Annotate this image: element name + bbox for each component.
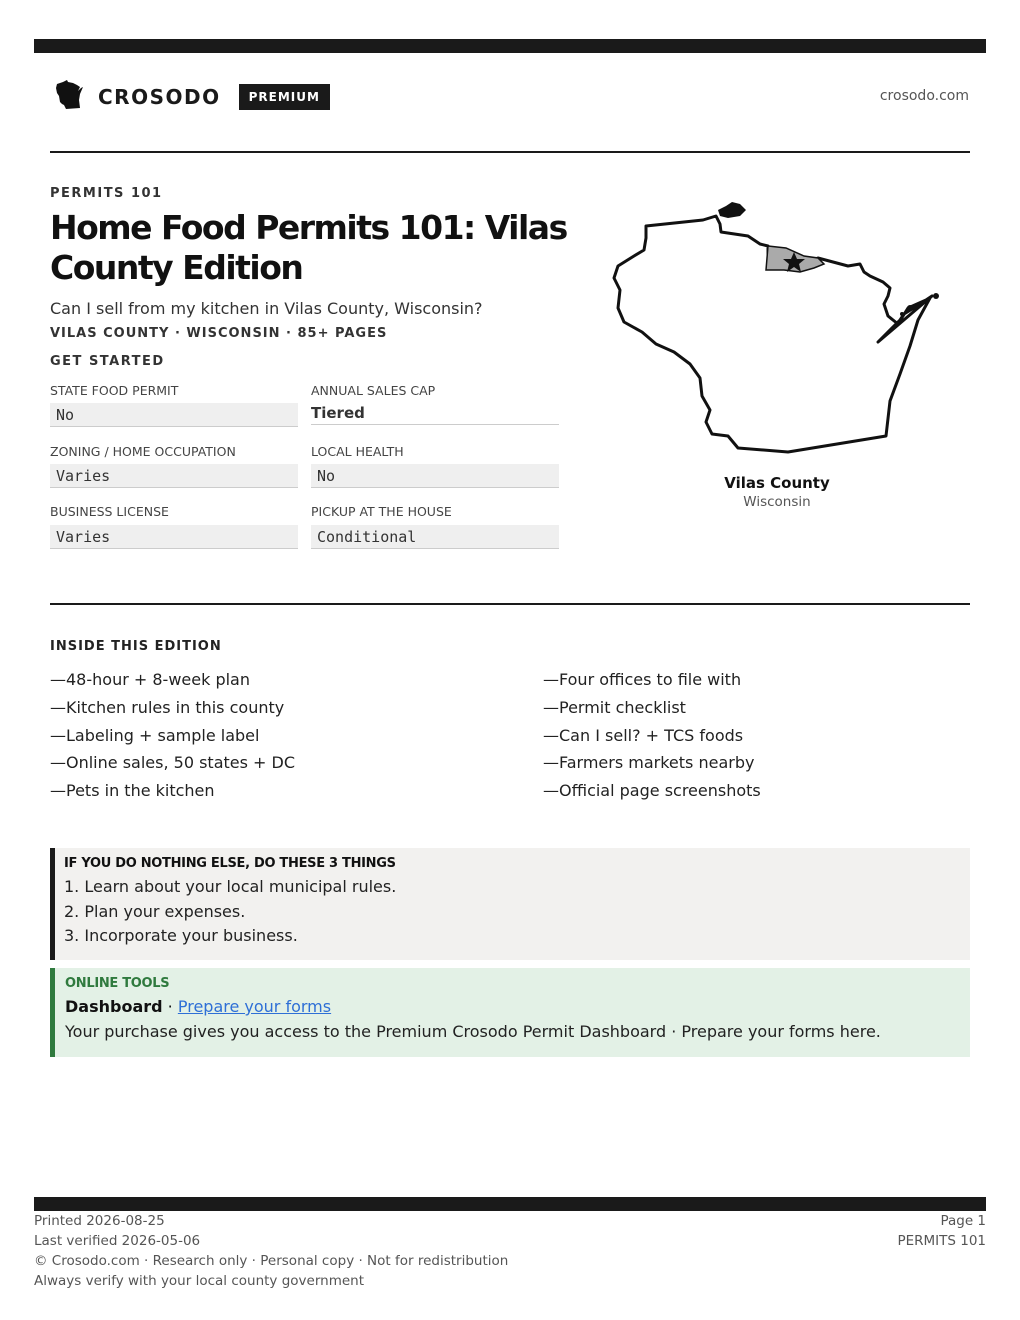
wisconsin-county-map [608, 196, 948, 456]
online-tools-callout [50, 968, 970, 1057]
map-state-name: Wisconsin [743, 494, 811, 510]
online-tools-heading: ONLINE TOOLS [65, 976, 170, 991]
premium-badge: PREMIUM [239, 84, 330, 110]
brand-name: CROSODO [98, 85, 221, 109]
field-label-local-health: LOCAL HEALTH [311, 444, 404, 459]
field-label-zoning: ZONING / HOME OCCUPATION [50, 444, 236, 459]
field-value-pickup: Conditional [311, 525, 559, 549]
island-dot [900, 312, 904, 316]
wisconsin-state-icon [54, 78, 86, 116]
section-kicker: PERMITS 101 [50, 186, 163, 201]
map-county-name: Vilas County [724, 474, 830, 492]
separator: · [162, 997, 178, 1016]
header-divider [50, 151, 970, 153]
footer-rule-bar [34, 1197, 986, 1211]
list-item: —Online sales, 50 states + DC [50, 753, 296, 773]
brand-logo[interactable] [54, 80, 330, 114]
list-item: —Can I sell? + TCS foods [543, 725, 744, 745]
page-title: Home Food Permits 101: Vilas County Edition [50, 208, 567, 287]
callout-item: 3. Incorporate your business. [64, 926, 298, 945]
copyright-notice: © Crosodo.com · Research only · Personal copy · Not for redistribution [34, 1253, 509, 1269]
footer-left [34, 1211, 508, 1291]
field-label-state-food-permit: STATE FOOD PERMIT [50, 383, 179, 398]
field-value-annual-sales-cap: Tiered [311, 401, 559, 425]
toc-list-right [543, 666, 983, 805]
callout-heading: IF YOU DO NOTHING ELSE, DO THESE 3 THINGS [64, 856, 396, 871]
online-tools-body: Your purchase gives you access to the Premium Crosodo Permit Dashboard · Prepare your forms here. [65, 1022, 881, 1041]
footer-right [897, 1211, 986, 1251]
field-label-annual-sales-cap: ANNUAL SALES CAP [311, 383, 436, 398]
three-things-callout [50, 848, 970, 960]
footer-section: PERMITS 101 [897, 1233, 986, 1249]
top-rule-bar [34, 39, 986, 53]
island-dot [907, 305, 913, 311]
list-item: —48-hour + 8-week plan [50, 670, 250, 689]
list-item: —Pets in the kitchen [50, 781, 215, 801]
dashboard-label: Dashboard [65, 997, 163, 1016]
printed-date: Printed 2026-08-25 [34, 1213, 165, 1229]
field-value-state-food-permit: No [50, 403, 298, 427]
list-item: —Four offices to file with [543, 670, 742, 689]
inside-edition-heading: INSIDE THIS EDITION [50, 639, 222, 654]
list-item: —Kitchen rules in this county [50, 697, 285, 717]
edition-meta: VILAS COUNTY · WISCONSIN · 85+ PAGES [50, 326, 388, 341]
island-dot [933, 293, 939, 299]
apostle-islands-shape [718, 202, 746, 218]
toc-list-left [50, 666, 490, 805]
verified-date: Last verified 2026-05-06 [34, 1233, 201, 1249]
field-label-business-license: BUSINESS LICENSE [50, 504, 169, 519]
list-item: —Farmers markets nearby [543, 753, 755, 773]
field-value-zoning: Varies [50, 464, 298, 488]
callout-item: 1. Learn about your local municipal rules. [64, 877, 397, 896]
list-item: —Permit checklist [543, 697, 686, 717]
dashboard-line [65, 997, 970, 1016]
callout-item: 2. Plan your expenses. [64, 901, 246, 921]
field-label-pickup: PICKUP AT THE HOUSE [311, 504, 452, 519]
list-item: —Labeling + sample label [50, 725, 260, 745]
section-divider [50, 603, 970, 605]
page-number: Page 1 [940, 1213, 986, 1229]
map-caption [680, 474, 874, 510]
get-started-heading: GET STARTED [50, 354, 165, 369]
list-item: —Official page screenshots [543, 781, 761, 801]
page-subtitle: Can I sell from my kitchen in Vilas County, Wisconsin? [50, 299, 483, 318]
site-url[interactable]: crosodo.com [879, 88, 969, 104]
field-value-business-license: Varies [50, 525, 298, 549]
field-value-local-health: No [311, 464, 559, 488]
disclaimer: Always verify with your local county government [34, 1273, 364, 1289]
prepare-forms-link[interactable]: Prepare your forms [177, 997, 332, 1016]
